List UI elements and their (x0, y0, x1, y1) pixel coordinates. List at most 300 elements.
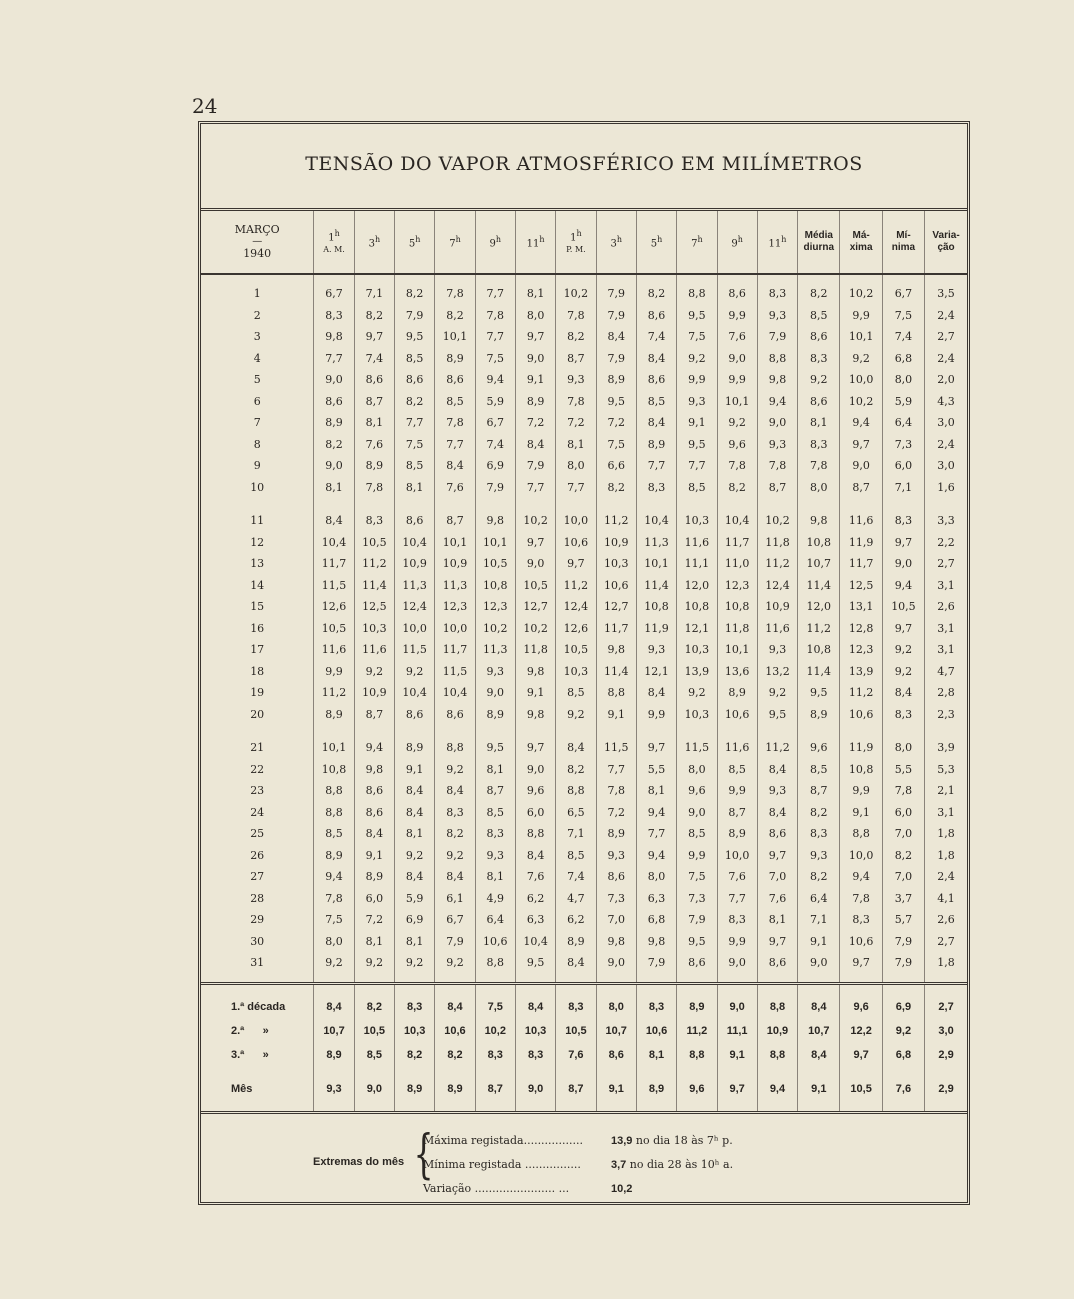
value-cell: 9,0 (515, 759, 555, 781)
value-cell: 3,1 (925, 575, 967, 597)
value-cell: 11,2 (757, 737, 797, 759)
summary-value: 8,9 (677, 995, 717, 1019)
value-cell: 9,0 (798, 952, 840, 974)
value-cell: 11,6 (314, 639, 354, 661)
value-cell: 8,5 (677, 823, 717, 845)
value-cell: 7,7 (556, 477, 596, 499)
value-cell: 8,7 (717, 802, 757, 824)
value-cell: 11,2 (354, 553, 394, 575)
value-cell: 11,9 (840, 737, 882, 759)
table-row (201, 434, 967, 456)
value-cell: 8,1 (395, 477, 435, 499)
value-cell: 7,9 (596, 283, 636, 305)
value-cell: 12,4 (556, 596, 596, 618)
value-cell: 9,0 (840, 455, 882, 477)
day-cell: 3 (253, 330, 261, 344)
value-cell: 9,0 (596, 952, 636, 974)
hour-header: 5$^h$ (395, 211, 435, 274)
vapor-pressure-table (201, 211, 967, 982)
value-cell: 6,6 (596, 455, 636, 477)
value-cell: 9,1 (840, 802, 882, 824)
value-cell: 8,4 (556, 737, 596, 759)
summary-value: 9,7 (717, 1077, 757, 1101)
summary-value: 8,3 (475, 1043, 515, 1067)
value-cell: 9,9 (840, 780, 882, 802)
summary-value: 2,9 (925, 1077, 967, 1101)
value-cell: 12,3 (475, 596, 515, 618)
value-cell: 9,7 (515, 737, 555, 759)
day-cell: 17 (250, 643, 265, 657)
value-cell: 11,3 (636, 532, 676, 554)
summary-label: Mês (231, 1082, 253, 1095)
value-cell: 9,8 (596, 931, 636, 953)
value-cell: 9,3 (798, 845, 840, 867)
value-cell: 9,4 (475, 369, 515, 391)
value-cell: 8,3 (798, 434, 840, 456)
value-cell: 8,4 (395, 780, 435, 802)
value-cell: 11,2 (798, 618, 840, 640)
value-cell: 7,8 (840, 888, 882, 910)
max-label: Máxima registada................. (423, 1133, 584, 1147)
value-cell: 7,8 (435, 412, 475, 434)
table-row (201, 305, 967, 327)
value-cell: 2,6 (925, 909, 967, 931)
value-cell: 9,9 (717, 369, 757, 391)
table-row (201, 823, 967, 845)
value-cell: 8,4 (556, 952, 596, 974)
value-cell: 9,2 (395, 661, 435, 683)
day-cell: 23 (250, 784, 265, 798)
summary-value: 6,8 (882, 1043, 924, 1067)
value-cell: 11,2 (757, 553, 797, 575)
value-cell: 11,3 (395, 575, 435, 597)
value-cell: 8,0 (677, 759, 717, 781)
value-cell: 6,0 (882, 455, 924, 477)
value-cell: 7,8 (556, 391, 596, 413)
day-cell: 26 (250, 848, 265, 862)
table-row (201, 952, 967, 974)
summary-value: 8,8 (757, 995, 797, 1019)
value-cell: 2,4 (925, 305, 967, 327)
table-row (201, 412, 967, 434)
value-cell: 10,4 (717, 510, 757, 532)
value-cell: 8,4 (757, 802, 797, 824)
value-cell: 8,0 (314, 931, 354, 953)
value-cell: 2,2 (925, 532, 967, 554)
summary-value: 8,1 (636, 1043, 676, 1067)
value-cell: 8,9 (354, 455, 394, 477)
hour-header: 3$^h$ (596, 211, 636, 274)
value-cell: 8,6 (435, 704, 475, 726)
hour-header: 11$^h$ (515, 211, 555, 274)
value-cell: 9,2 (395, 845, 435, 867)
value-cell: 9,3 (757, 434, 797, 456)
value-cell: 8,4 (435, 866, 475, 888)
summary-value: 8,3 (636, 995, 676, 1019)
value-cell: 10,5 (354, 532, 394, 554)
value-cell: 9,2 (435, 952, 475, 974)
value-cell: 13,2 (757, 661, 797, 683)
summary-value: 8,3 (395, 995, 435, 1019)
hour-header: 5$^h$ (636, 211, 676, 274)
value-cell: 8,4 (882, 682, 924, 704)
value-cell: 8,2 (435, 305, 475, 327)
value-cell: 9,9 (717, 780, 757, 802)
value-cell: 8,8 (677, 283, 717, 305)
value-cell: 10,5 (515, 575, 555, 597)
summary-value: 9,3 (314, 1077, 354, 1101)
summary-value: 8,4 (314, 995, 354, 1019)
value-cell: 10,6 (475, 931, 515, 953)
table-frame (198, 121, 970, 1205)
value-cell: 10,1 (475, 532, 515, 554)
value-cell: 9,7 (882, 532, 924, 554)
value-cell: 8,6 (354, 369, 394, 391)
table-row (201, 283, 967, 305)
value-cell: 10,4 (435, 682, 475, 704)
summary-value: 10,7 (798, 1019, 840, 1043)
month-dash: — (252, 236, 263, 247)
value-cell: 7,1 (354, 283, 394, 305)
value-cell: 8,0 (556, 455, 596, 477)
value-cell: 9,9 (717, 305, 757, 327)
value-cell: 9,9 (677, 845, 717, 867)
value-cell: 7,4 (354, 348, 394, 370)
value-cell: 9,5 (798, 682, 840, 704)
max-note: no dia 18 às 7ʰ p. (635, 1133, 733, 1147)
value-cell: 2,4 (925, 348, 967, 370)
value-cell: 10,2 (840, 283, 882, 305)
stat-header: Varia- ção (925, 211, 967, 274)
value-cell: 12,1 (636, 661, 676, 683)
value-cell: 10,9 (757, 596, 797, 618)
hour-header: 7$^h$ (677, 211, 717, 274)
value-cell: 8,8 (596, 682, 636, 704)
summary-value: 10,9 (757, 1019, 797, 1043)
value-cell: 11,2 (314, 682, 354, 704)
value-cell: 8,7 (757, 477, 797, 499)
year-label: 1940 (243, 247, 272, 260)
value-cell: 7,8 (314, 888, 354, 910)
value-cell: 9,2 (354, 952, 394, 974)
value-cell: 9,5 (677, 434, 717, 456)
day-cell: 24 (250, 805, 265, 819)
value-cell: 9,8 (475, 510, 515, 532)
value-cell: 13,9 (677, 661, 717, 683)
value-cell: 10,3 (596, 553, 636, 575)
value-cell: 8,2 (798, 283, 840, 305)
value-cell: 10,3 (677, 510, 717, 532)
value-cell: 7,4 (882, 326, 924, 348)
value-cell: 8,3 (636, 477, 676, 499)
value-cell: 3,5 (925, 283, 967, 305)
value-cell: 7,5 (677, 326, 717, 348)
summary-value: 6,9 (882, 995, 924, 1019)
summary-value: 10,6 (435, 1019, 475, 1043)
value-cell: 8,1 (475, 759, 515, 781)
value-cell: 6,8 (636, 909, 676, 931)
day-cell: 10 (250, 480, 265, 494)
value-cell: 10,8 (475, 575, 515, 597)
value-cell: 6,7 (475, 412, 515, 434)
value-cell: 2,3 (925, 704, 967, 726)
value-cell: 9,7 (636, 737, 676, 759)
value-cell: 8,7 (840, 477, 882, 499)
hour-header: 3$^h$ (354, 211, 394, 274)
value-cell: 8,9 (435, 348, 475, 370)
value-cell: 8,6 (677, 952, 717, 974)
value-cell: 7,6 (515, 866, 555, 888)
value-cell: 3,3 (925, 510, 967, 532)
day-cell: 13 (250, 557, 265, 571)
title-box (201, 124, 967, 211)
value-cell: 8,9 (717, 823, 757, 845)
value-cell: 6,2 (515, 888, 555, 910)
day-cell: 6 (253, 394, 261, 408)
value-cell: 7,9 (596, 348, 636, 370)
day-cell: 14 (250, 578, 265, 592)
value-cell: 5,5 (882, 759, 924, 781)
value-cell: 12,3 (840, 639, 882, 661)
value-cell: 7,6 (717, 866, 757, 888)
summary-value: 8,9 (435, 1077, 475, 1101)
min-value: 3,7 (611, 1158, 627, 1171)
value-cell: 10,8 (636, 596, 676, 618)
value-cell: 7,7 (475, 283, 515, 305)
value-cell: 6,9 (395, 909, 435, 931)
value-cell: 7,1 (556, 823, 596, 845)
value-cell: 9,3 (556, 369, 596, 391)
value-cell: 10,6 (717, 704, 757, 726)
value-cell: 8,9 (556, 931, 596, 953)
summary-table (201, 982, 967, 1111)
value-cell: 10,0 (556, 510, 596, 532)
value-cell: 9,8 (314, 326, 354, 348)
value-cell: 8,9 (515, 391, 555, 413)
day-cell: 28 (250, 891, 265, 905)
summary-value: 7,5 (475, 995, 515, 1019)
value-cell: 9,9 (677, 369, 717, 391)
value-cell: 11,5 (596, 737, 636, 759)
value-cell: 9,1 (354, 845, 394, 867)
summary-label: 1.ª década (231, 1000, 286, 1013)
value-cell: 9,8 (798, 510, 840, 532)
day-cell: 31 (250, 956, 265, 970)
value-cell: 10,8 (798, 532, 840, 554)
day-cell: 18 (250, 664, 265, 678)
table-row (201, 532, 967, 554)
value-cell: 8,1 (636, 780, 676, 802)
value-cell: 8,2 (556, 326, 596, 348)
value-cell: 9,7 (840, 952, 882, 974)
value-cell: 10,0 (840, 845, 882, 867)
value-cell: 8,4 (596, 326, 636, 348)
value-cell: 2,4 (925, 434, 967, 456)
value-cell: 3,0 (925, 412, 967, 434)
day-cell: 19 (250, 686, 265, 700)
table-row (201, 455, 967, 477)
summary-row (201, 1043, 967, 1067)
value-cell: 7,8 (596, 780, 636, 802)
summary-value: 9,1 (596, 1077, 636, 1101)
value-cell: 7,5 (677, 866, 717, 888)
value-cell: 6,7 (435, 909, 475, 931)
value-cell: 8,5 (435, 391, 475, 413)
summary-value: 2,9 (925, 1043, 967, 1067)
value-cell: 8,5 (556, 845, 596, 867)
value-cell: 8,7 (798, 780, 840, 802)
value-cell: 10,9 (354, 682, 394, 704)
value-cell: 9,8 (596, 639, 636, 661)
value-cell: 11,6 (840, 510, 882, 532)
value-cell: 9,6 (717, 434, 757, 456)
value-cell: 7,7 (636, 823, 676, 845)
value-cell: 2,7 (925, 931, 967, 953)
summary-value: 8,0 (596, 995, 636, 1019)
value-cell: 9,2 (314, 952, 354, 974)
value-cell: 7,4 (636, 326, 676, 348)
summary-label: 3.ª » (231, 1048, 269, 1061)
value-cell: 8,2 (798, 866, 840, 888)
value-cell: 9,7 (515, 326, 555, 348)
value-cell: 11,6 (757, 618, 797, 640)
value-cell: 8,6 (354, 780, 394, 802)
value-cell: 9,7 (354, 326, 394, 348)
summary-value: 10,2 (475, 1019, 515, 1043)
value-cell: 9,2 (395, 952, 435, 974)
value-cell: 11,7 (314, 553, 354, 575)
value-cell: 12,5 (840, 575, 882, 597)
value-cell: 8,9 (314, 704, 354, 726)
value-cell: 9,4 (882, 575, 924, 597)
value-cell: 7,4 (475, 434, 515, 456)
value-cell: 7,8 (354, 477, 394, 499)
value-cell: 2,4 (925, 866, 967, 888)
value-cell: 10,1 (435, 532, 475, 554)
value-cell: 7,0 (596, 909, 636, 931)
value-cell: 7,9 (882, 931, 924, 953)
value-cell: 8,0 (636, 866, 676, 888)
value-cell: 9,5 (395, 326, 435, 348)
value-cell: 10,4 (515, 931, 555, 953)
value-cell: 10,8 (677, 596, 717, 618)
value-cell: 8,3 (798, 348, 840, 370)
table-row (201, 931, 967, 953)
value-cell: 9,3 (475, 661, 515, 683)
value-cell: 10,2 (515, 510, 555, 532)
summary-value: 7,6 (882, 1077, 924, 1101)
value-cell: 8,3 (475, 823, 515, 845)
value-cell: 10,5 (475, 553, 515, 575)
value-cell: 2,7 (925, 553, 967, 575)
summary-value: 8,7 (475, 1077, 515, 1101)
value-cell: 7,6 (717, 326, 757, 348)
value-cell: 2,1 (925, 780, 967, 802)
value-cell: 11,2 (596, 510, 636, 532)
value-cell: 9,1 (798, 931, 840, 953)
value-cell: 9,4 (314, 866, 354, 888)
value-cell: 4,1 (925, 888, 967, 910)
value-cell: 9,5 (515, 952, 555, 974)
value-cell: 10,6 (596, 575, 636, 597)
value-cell: 7,7 (475, 326, 515, 348)
value-cell: 8,2 (798, 802, 840, 824)
summary-value: 8,2 (435, 1043, 475, 1067)
value-cell: 8,9 (395, 737, 435, 759)
summary-row (201, 995, 967, 1019)
value-cell: 6,0 (515, 802, 555, 824)
value-cell: 9,2 (556, 704, 596, 726)
value-cell: 9,0 (515, 348, 555, 370)
value-cell: 8,2 (636, 283, 676, 305)
value-cell: 7,6 (435, 477, 475, 499)
value-cell: 8,1 (515, 283, 555, 305)
variation-row (423, 1181, 633, 1195)
value-cell: 8,1 (354, 931, 394, 953)
summary-value: 9,0 (717, 995, 757, 1019)
summary-label: 2.ª » (231, 1024, 269, 1037)
value-cell: 9,5 (677, 931, 717, 953)
month-header (201, 211, 314, 274)
value-cell: 7,8 (757, 455, 797, 477)
value-cell: 11,3 (435, 575, 475, 597)
value-cell: 6,3 (636, 888, 676, 910)
value-cell: 10,0 (435, 618, 475, 640)
value-cell: 8,5 (395, 348, 435, 370)
value-cell: 12,0 (677, 575, 717, 597)
summary-value: 8,5 (354, 1043, 394, 1067)
summary-value: 8,9 (314, 1043, 354, 1067)
value-cell: 8,1 (757, 909, 797, 931)
value-cell: 12,6 (314, 596, 354, 618)
value-cell: 11,6 (354, 639, 394, 661)
value-cell: 8,9 (798, 704, 840, 726)
value-cell: 7,8 (435, 283, 475, 305)
summary-value: 10,5 (556, 1019, 596, 1043)
extremes-label: Extremas do mês (313, 1155, 405, 1168)
value-cell: 7,7 (717, 888, 757, 910)
summary-value: 8,4 (798, 995, 840, 1019)
value-cell: 7,5 (395, 434, 435, 456)
summary-value: 9,2 (882, 1019, 924, 1043)
table-row (201, 866, 967, 888)
value-cell: 4,7 (556, 888, 596, 910)
hour-header: 7$^h$ (435, 211, 475, 274)
value-cell: 11,5 (435, 661, 475, 683)
value-cell: 8,1 (798, 412, 840, 434)
value-cell: 9,7 (882, 618, 924, 640)
variation-value: 10,2 (611, 1182, 633, 1195)
value-cell: 11,2 (840, 682, 882, 704)
value-cell: 9,5 (475, 737, 515, 759)
day-cell: 4 (253, 351, 261, 365)
stat-header: Má- xima (840, 211, 882, 274)
value-cell: 3,1 (925, 618, 967, 640)
value-cell: 7,5 (882, 305, 924, 327)
value-cell: 8,3 (717, 909, 757, 931)
value-cell: 6,1 (435, 888, 475, 910)
value-cell: 8,5 (475, 802, 515, 824)
value-cell: 9,2 (882, 661, 924, 683)
value-cell: 9,1 (395, 759, 435, 781)
value-cell: 9,8 (515, 704, 555, 726)
table-row (201, 618, 967, 640)
value-cell: 8,3 (882, 704, 924, 726)
value-cell: 12,4 (395, 596, 435, 618)
value-cell: 4,3 (925, 391, 967, 413)
value-cell: 5,5 (636, 759, 676, 781)
table-row (201, 596, 967, 618)
